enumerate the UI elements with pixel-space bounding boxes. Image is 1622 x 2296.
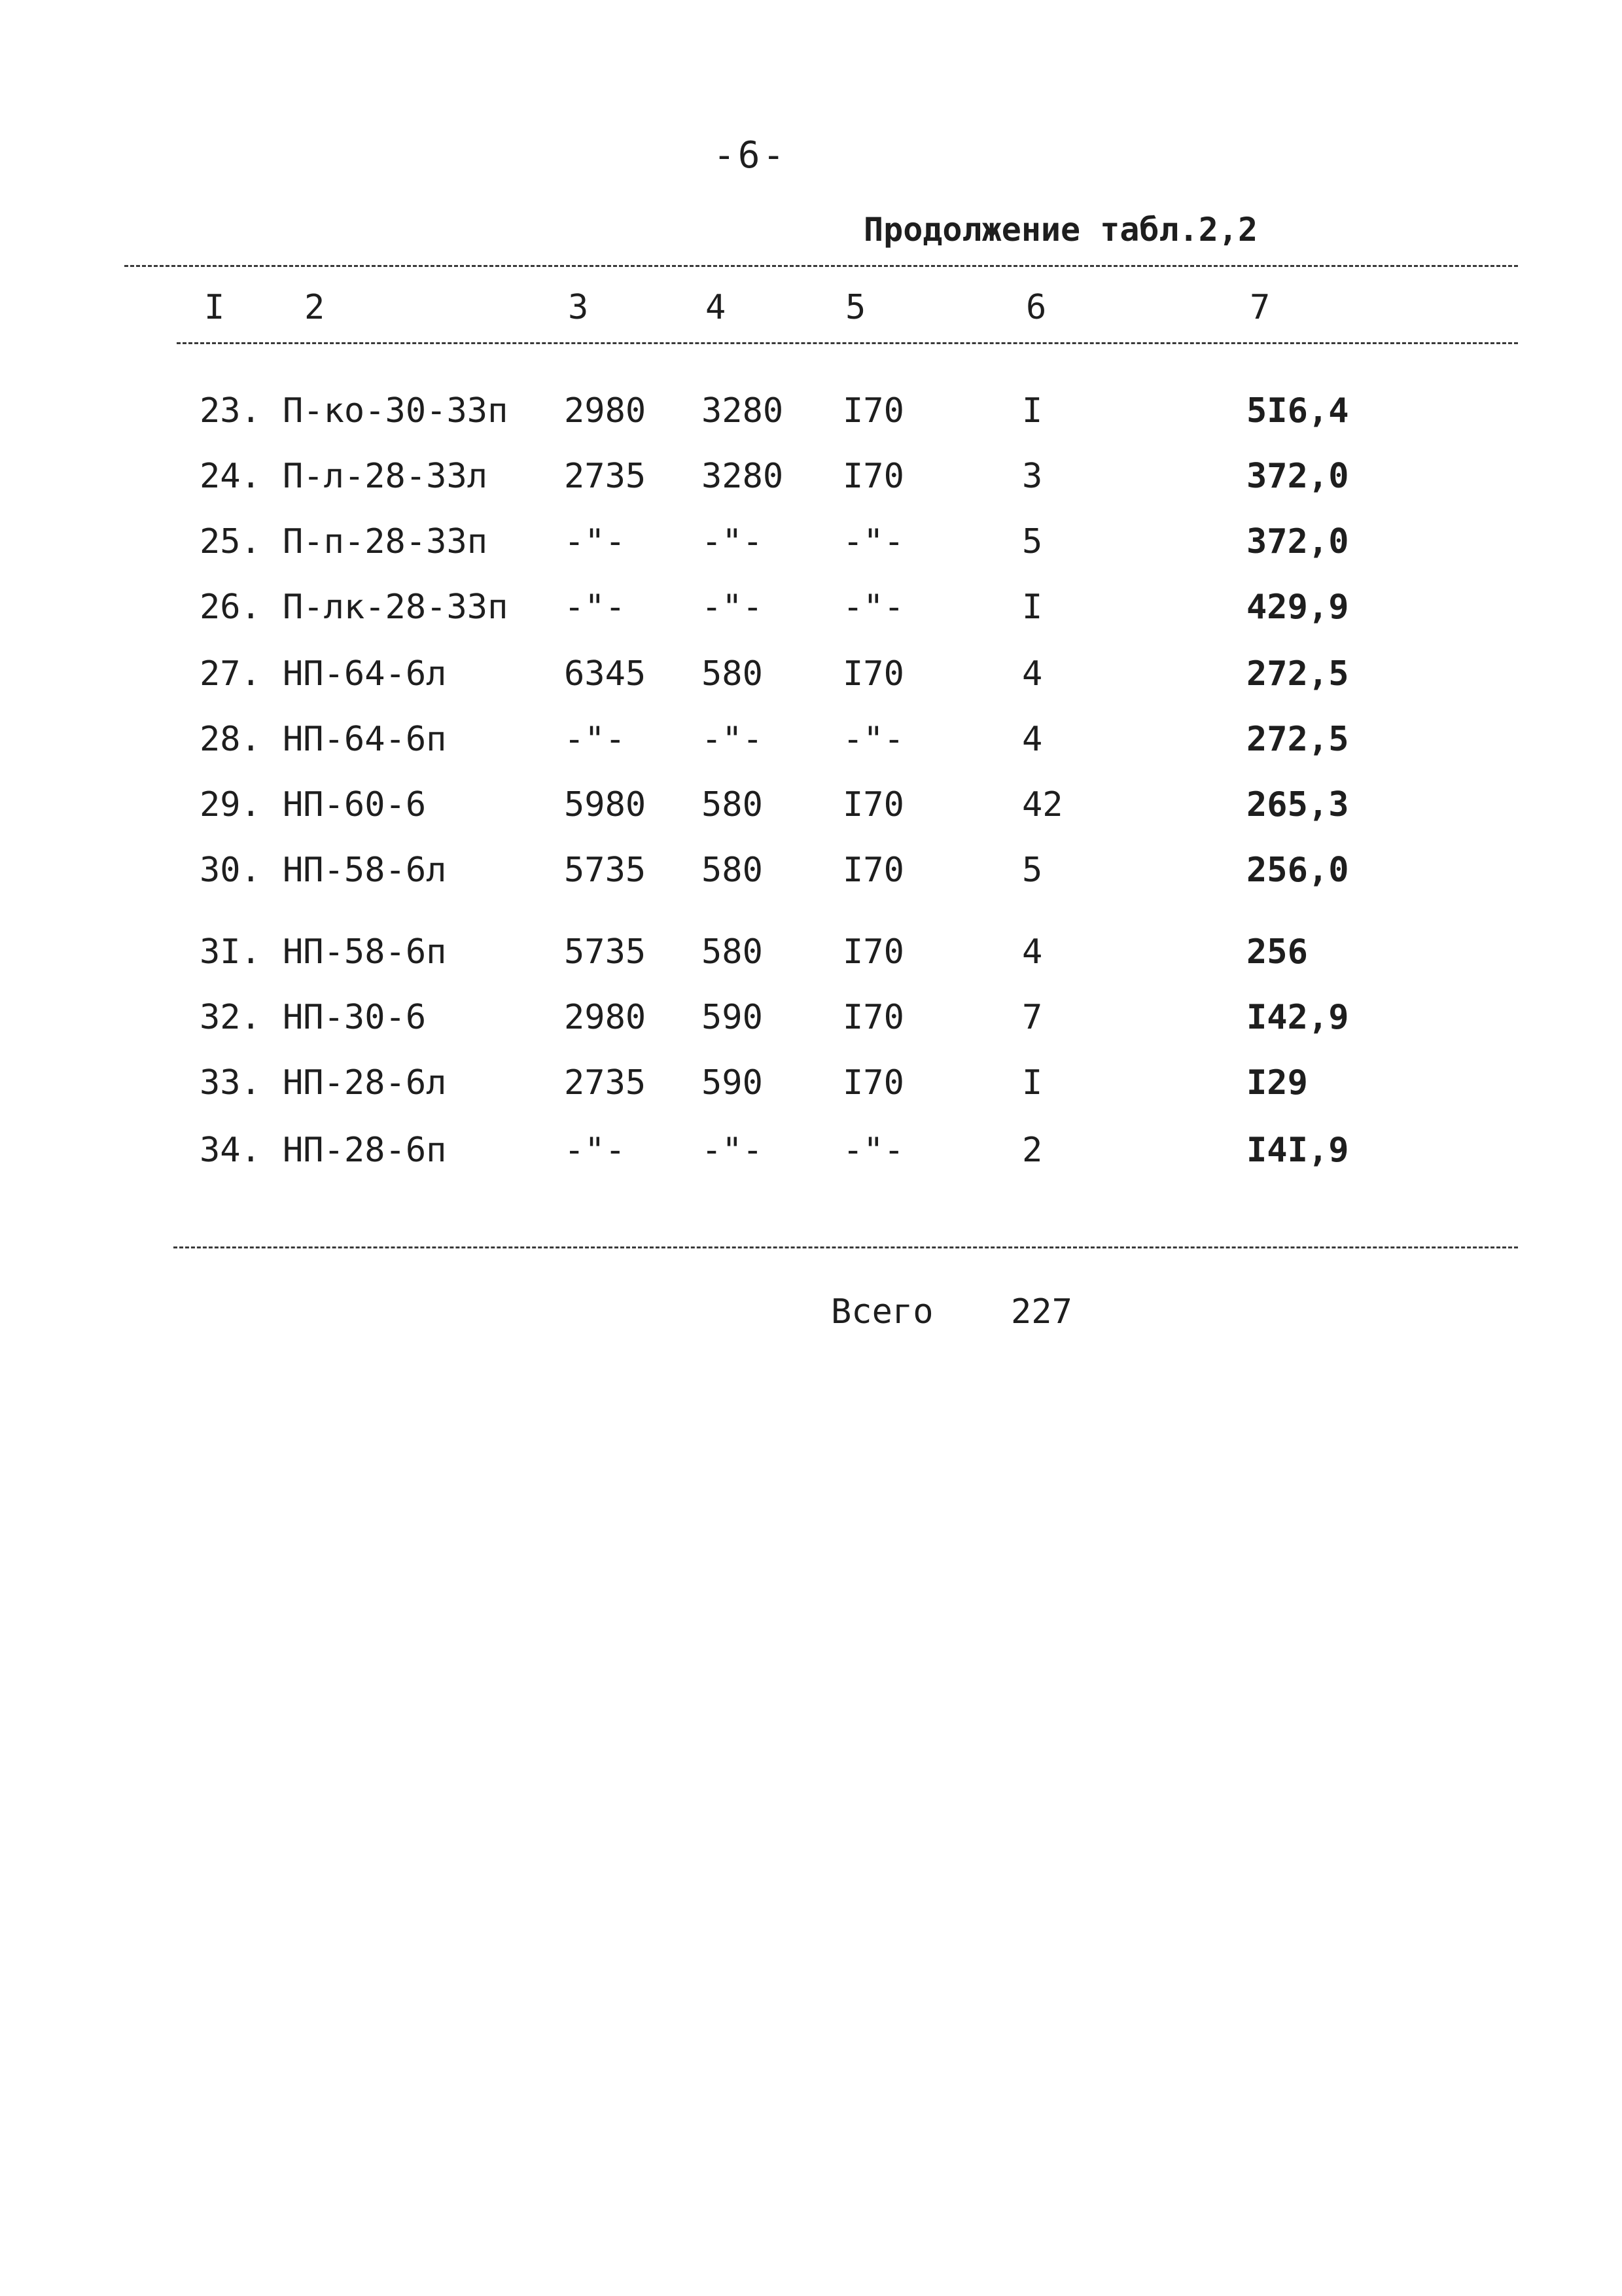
cell-col4: -"- bbox=[701, 1131, 763, 1170]
cell-col6: 5 bbox=[1022, 522, 1043, 561]
cell-col6: I bbox=[1022, 1063, 1043, 1103]
cell-col4: -"- bbox=[701, 720, 763, 759]
page-number: -6- bbox=[713, 134, 788, 177]
cell-col5: -"- bbox=[843, 588, 904, 627]
row-number: 29. bbox=[200, 785, 261, 824]
row-number: 24. bbox=[200, 457, 261, 496]
column-header-5: 5 bbox=[845, 288, 866, 327]
cell-col7: I4I,9 bbox=[1246, 1131, 1349, 1170]
cell-col7: I29 bbox=[1246, 1063, 1308, 1103]
cell-col5: I70 bbox=[843, 998, 904, 1037]
cell-col5: I70 bbox=[843, 654, 904, 694]
cell-col7: 265,3 bbox=[1246, 785, 1349, 824]
cell-col6: I bbox=[1022, 391, 1043, 431]
cell-col4: 580 bbox=[701, 851, 763, 890]
column-header-3: 3 bbox=[568, 288, 589, 327]
product-code: НП-30-6 bbox=[283, 998, 427, 1037]
cell-col7: 272,5 bbox=[1246, 720, 1349, 759]
cell-col3: 2735 bbox=[564, 457, 646, 496]
column-header-2: 2 bbox=[304, 288, 325, 327]
bottom-rule bbox=[173, 1246, 1518, 1248]
product-code: П-п-28-33п bbox=[283, 522, 488, 561]
cell-col5: I70 bbox=[843, 457, 904, 496]
cell-col3: -"- bbox=[564, 720, 626, 759]
cell-col6: 4 bbox=[1022, 654, 1043, 694]
table-caption: Продолжение табл.2,2 bbox=[864, 211, 1258, 249]
cell-col3: 6345 bbox=[564, 654, 646, 694]
column-header-6: 6 bbox=[1026, 288, 1047, 327]
cell-col3: 5735 bbox=[564, 932, 646, 972]
cell-col4: 580 bbox=[701, 654, 763, 694]
row-number: 33. bbox=[200, 1063, 261, 1103]
cell-col6: 42 bbox=[1022, 785, 1063, 824]
cell-col6: 7 bbox=[1022, 998, 1043, 1037]
cell-col4: 3280 bbox=[701, 391, 784, 431]
cell-col7: 429,9 bbox=[1246, 588, 1349, 627]
cell-col5: I70 bbox=[843, 1063, 904, 1103]
product-code: НП-28-6п bbox=[283, 1131, 447, 1170]
column-header-7: 7 bbox=[1250, 288, 1271, 327]
cell-col6: I bbox=[1022, 588, 1043, 627]
cell-col6: 5 bbox=[1022, 851, 1043, 890]
total-value: 227 bbox=[1011, 1292, 1072, 1332]
cell-col7: 372,0 bbox=[1246, 457, 1349, 496]
cell-col5: -"- bbox=[843, 1131, 904, 1170]
row-number: 23. bbox=[200, 391, 261, 431]
cell-col4: 580 bbox=[701, 785, 763, 824]
product-code: НП-64-6л bbox=[283, 654, 447, 694]
cell-col6: 4 bbox=[1022, 720, 1043, 759]
cell-col7: 372,0 bbox=[1246, 522, 1349, 561]
row-number: 28. bbox=[200, 720, 261, 759]
product-code: НП-64-6п bbox=[283, 720, 447, 759]
cell-col3: 2980 bbox=[564, 998, 646, 1037]
cell-col4: -"- bbox=[701, 522, 763, 561]
product-code: П-л-28-33л bbox=[283, 457, 488, 496]
cell-col3: 5735 bbox=[564, 851, 646, 890]
cell-col5: -"- bbox=[843, 522, 904, 561]
cell-col6: 4 bbox=[1022, 932, 1043, 972]
cell-col5: -"- bbox=[843, 720, 904, 759]
cell-col7: 5I6,4 bbox=[1246, 391, 1349, 431]
cell-col5: I70 bbox=[843, 851, 904, 890]
cell-col7: 256,0 bbox=[1246, 851, 1349, 890]
cell-col7: 256 bbox=[1246, 932, 1308, 972]
product-code: НП-60-6 bbox=[283, 785, 427, 824]
cell-col5: I70 bbox=[843, 391, 904, 431]
row-number: 30. bbox=[200, 851, 261, 890]
cell-col4: 590 bbox=[701, 998, 763, 1037]
column-header-4: 4 bbox=[705, 288, 726, 327]
cell-col3: 2980 bbox=[564, 391, 646, 431]
cell-col3: 5980 bbox=[564, 785, 646, 824]
cell-col7: I42,9 bbox=[1246, 998, 1349, 1037]
product-code: НП-28-6л bbox=[283, 1063, 447, 1103]
cell-col3: -"- bbox=[564, 522, 626, 561]
header-rule bbox=[177, 342, 1518, 344]
total-label: Всего bbox=[831, 1292, 934, 1332]
row-number: 27. bbox=[200, 654, 261, 694]
cell-col3: -"- bbox=[564, 588, 626, 627]
cell-col6: 3 bbox=[1022, 457, 1043, 496]
cell-col7: 272,5 bbox=[1246, 654, 1349, 694]
row-number: 26. bbox=[200, 588, 261, 627]
product-code: НП-58-6п bbox=[283, 932, 447, 972]
cell-col3: -"- bbox=[564, 1131, 626, 1170]
cell-col3: 2735 bbox=[564, 1063, 646, 1103]
row-number: 25. bbox=[200, 522, 261, 561]
top-rule bbox=[124, 265, 1518, 267]
cell-col5: I70 bbox=[843, 785, 904, 824]
cell-col4: 580 bbox=[701, 932, 763, 972]
cell-col4: 590 bbox=[701, 1063, 763, 1103]
cell-col4: -"- bbox=[701, 588, 763, 627]
cell-col4: 3280 bbox=[701, 457, 784, 496]
row-number: 3I. bbox=[200, 932, 261, 972]
product-code: П-ко-30-33п bbox=[283, 391, 508, 431]
product-code: П-лк-28-33п bbox=[283, 588, 508, 627]
row-number: 32. bbox=[200, 998, 261, 1037]
column-header-1: I bbox=[204, 288, 225, 327]
product-code: НП-58-6л bbox=[283, 851, 447, 890]
row-number: 34. bbox=[200, 1131, 261, 1170]
cell-col6: 2 bbox=[1022, 1131, 1043, 1170]
cell-col5: I70 bbox=[843, 932, 904, 972]
